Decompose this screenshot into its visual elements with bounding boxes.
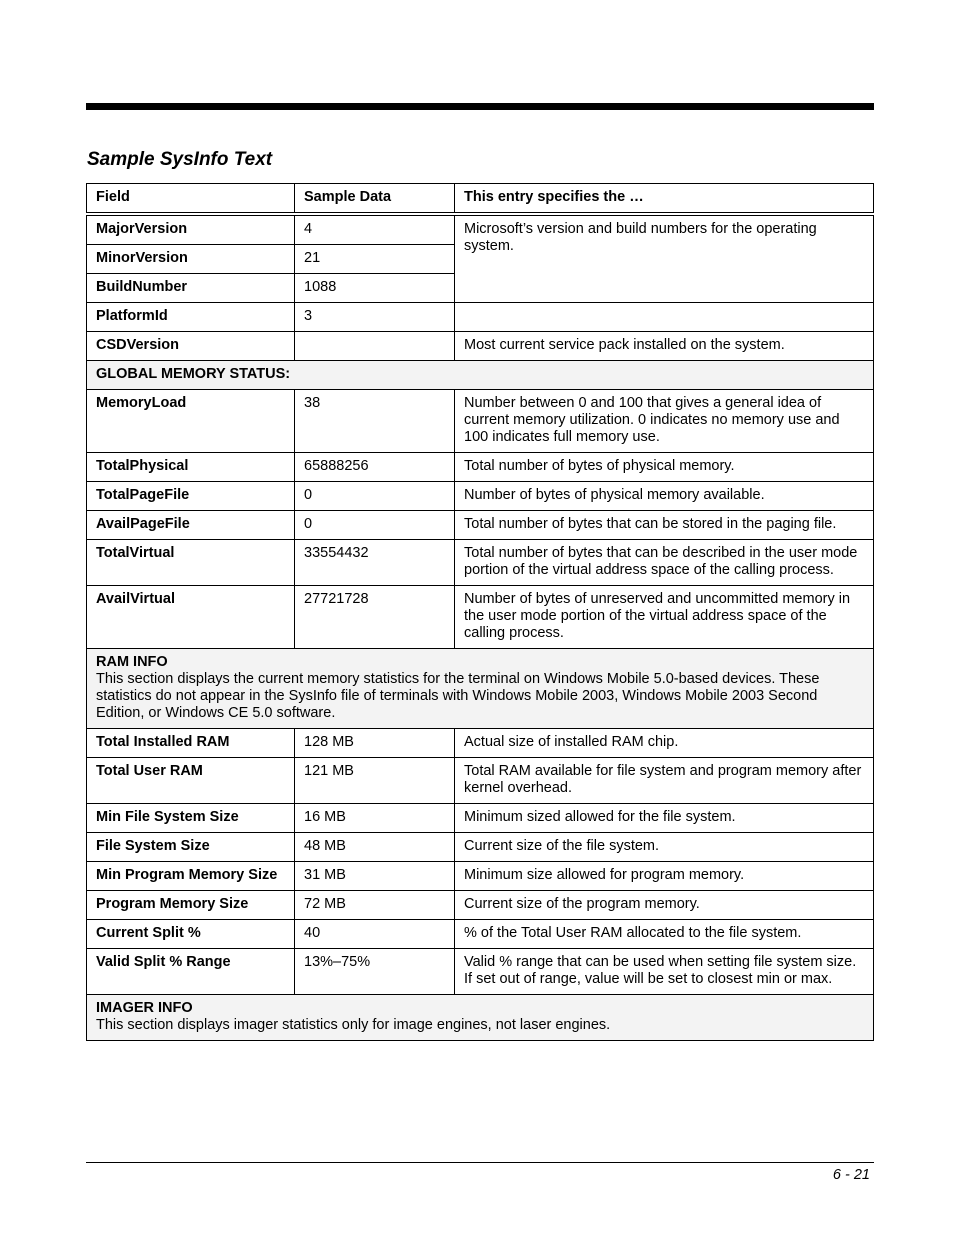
imager-info-group	[87, 995, 874, 1041]
description: Total number of bytes that can be described in the user mode portion of the virtual address space of the calling process.	[455, 540, 874, 586]
description: Total number of bytes that can be stored in the paging file.	[455, 511, 874, 540]
sample-value: 48 MB	[295, 833, 455, 862]
field-name: TotalVirtual	[87, 540, 295, 586]
table-row	[87, 949, 874, 995]
field-name: MajorVersion	[87, 214, 295, 245]
description: Minimum size allowed for program memory.	[455, 862, 874, 891]
table-row	[87, 758, 874, 804]
field-name: Min Program Memory Size	[87, 862, 295, 891]
description: Number between 0 and 100 that gives a general idea of current memory utilization. 0 indicates no memory use and 100 indicates full memory use.	[455, 390, 874, 453]
field-name: TotalPageFile	[87, 482, 295, 511]
global-memory-group	[87, 361, 874, 390]
sample-value: 65888256	[295, 453, 455, 482]
page-number: 6 - 21	[832, 1167, 870, 1183]
group-title: IMAGER INFO	[96, 1000, 193, 1016]
table-row	[87, 833, 874, 862]
table-row	[87, 920, 874, 949]
field-name: AvailVirtual	[87, 586, 295, 649]
table-row	[87, 862, 874, 891]
description: Total number of bytes of physical memory.	[455, 453, 874, 482]
description: Most current service pack installed on the system.	[455, 332, 874, 361]
table-row	[87, 390, 874, 453]
sample-value: 4	[295, 214, 455, 245]
table-row	[87, 729, 874, 758]
field-name: MemoryLoad	[87, 390, 295, 453]
table-row	[87, 482, 874, 511]
group-description: This section displays the current memory statistics for the terminal on Windows Mobile 5.0-based devices. These statistics do not appear in the SysInfo file of terminals with Windows Mobile 2003, Windows Mobile 2003 Second Edition, or Windows CE 5.0 software.	[96, 671, 820, 721]
description: Total RAM available for file system and program memory after kernel overhead.	[455, 758, 874, 804]
description	[455, 303, 874, 332]
field-name: Total Installed RAM	[87, 729, 295, 758]
group-description: This section displays imager statistics only for image engines, not laser engines.	[96, 1017, 611, 1033]
sample-value: 27721728	[295, 586, 455, 649]
sample-value: 40	[295, 920, 455, 949]
field-name: Valid Split % Range	[87, 949, 295, 995]
header-sample-data: Sample Data	[295, 184, 455, 215]
description: % of the Total User RAM allocated to the file system.	[455, 920, 874, 949]
sample-value: 3	[295, 303, 455, 332]
header-field: Field	[87, 184, 295, 215]
field-name: CSDVersion	[87, 332, 295, 361]
sample-value: 128 MB	[295, 729, 455, 758]
group-title: GLOBAL MEMORY STATUS:	[96, 366, 291, 382]
sample-value: 38	[295, 390, 455, 453]
field-name: BuildNumber	[87, 274, 295, 303]
sample-value: 0	[295, 482, 455, 511]
sysinfo-table	[86, 183, 874, 1041]
table-row	[87, 586, 874, 649]
sample-value: 21	[295, 245, 455, 274]
sample-value	[295, 332, 455, 361]
group-title: RAM INFO	[96, 654, 168, 670]
sample-value: 16 MB	[295, 804, 455, 833]
section-title: Sample SysInfo Text	[87, 149, 273, 170]
field-name: AvailPageFile	[87, 511, 295, 540]
description: Current size of the file system.	[455, 833, 874, 862]
table-row	[87, 540, 874, 586]
description: Minimum sized allowed for the file system.	[455, 804, 874, 833]
sample-value: 31 MB	[295, 862, 455, 891]
table-row	[87, 453, 874, 482]
field-name: Program Memory Size	[87, 891, 295, 920]
field-name: File System Size	[87, 833, 295, 862]
sample-value: 0	[295, 511, 455, 540]
table-row	[87, 214, 874, 245]
table-row	[87, 891, 874, 920]
sample-value: 13%–75%	[295, 949, 455, 995]
top-rule	[86, 103, 874, 110]
description: Number of bytes of physical memory available.	[455, 482, 874, 511]
header-description: This entry specifies the …	[455, 184, 874, 215]
sample-value: 72 MB	[295, 891, 455, 920]
field-name: Min File System Size	[87, 804, 295, 833]
field-name: PlatformId	[87, 303, 295, 332]
ram-info-group	[87, 649, 874, 729]
bottom-rule	[86, 1162, 874, 1163]
description: Number of bytes of unreserved and uncommitted memory in the user mode portion of the virtual address space of the calling process.	[455, 586, 874, 649]
field-name: Current Split %	[87, 920, 295, 949]
sample-value: 121 MB	[295, 758, 455, 804]
field-name: Total User RAM	[87, 758, 295, 804]
table-header-row	[87, 184, 874, 215]
description: Actual size of installed RAM chip.	[455, 729, 874, 758]
sample-value: 33554432	[295, 540, 455, 586]
field-name: MinorVersion	[87, 245, 295, 274]
table-row	[87, 303, 874, 332]
table-row	[87, 804, 874, 833]
table-row	[87, 511, 874, 540]
table-row	[87, 332, 874, 361]
description: Current size of the program memory.	[455, 891, 874, 920]
field-name: TotalPhysical	[87, 453, 295, 482]
version-description: Microsoft’s version and build numbers for the operating system.	[455, 214, 874, 303]
sample-value: 1088	[295, 274, 455, 303]
description: Valid % range that can be used when setting file system size. If set out of range, value will be set to closest min or max.	[455, 949, 874, 995]
